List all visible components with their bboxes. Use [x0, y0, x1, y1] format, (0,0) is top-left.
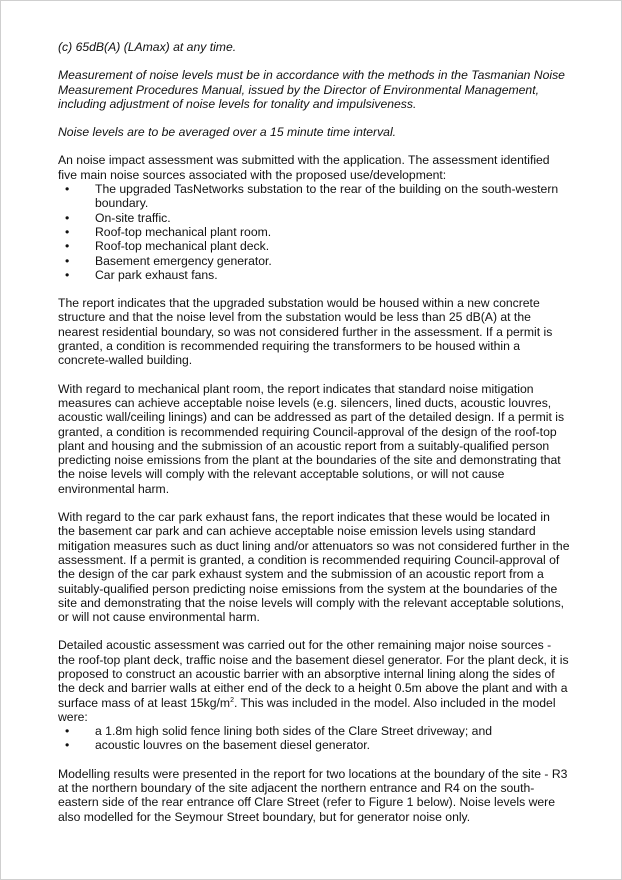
- list-item: • Car park exhaust fans.: [58, 268, 570, 282]
- exhaust-fans-paragraph: With regard to the car park exhaust fans, the report indicates that these would be located in the basement car park and can achieve acceptable noise emission levels using standard mitigation measures such as duct lining and/or attenuators so was not considered further in the assessment. If a permit is granted, a condition is recommended requiring Council-approval of the design of the car park exhaust system and the submission of an acoustic report from a suitably-qualified person predicting noise emissions from the system at the boundaries of the site and demonstrating that the noise levels will comply with the relevant acceptable solutions, or will not cause environmental harm.: [58, 510, 570, 625]
- plant-room-paragraph: With regard to mechanical plant room, the report indicates that standard noise mitigation measures can achieve acceptable noise levels (e.g. silencers, lined ducts, acoustic louvres, acoustic wall/ceiling linings) and can be addressed as part of the detailed design. If a permit is granted, a condition is recommended requiring Council-approval of the design of the roof-top plant and housing and the submission of an acoustic report from a suitably-qualified person predicting noise emissions from the plant at the boundaries of the site and demonstrating that the noise levels will comply with the relevant acceptable solutions, or will not cause environmental harm.: [58, 381, 565, 496]
- superscript-squared: 2: [230, 696, 234, 704]
- criteria-c-text: (c) 65dB(A) (LAmax) at any time.: [58, 40, 237, 54]
- list-item: • Roof-top mechanical plant room.: [58, 225, 570, 239]
- substation-paragraph: The report indicates that the upgraded substation would be housed within a new concrete structure and that the noise level from the substation would be less than 25 dB(A) at the nearest residential boundary, so was not considered further in the assessment. If a permit is granted, a condition is recommended requiring the transformers to be housed within a concrete-walled building.: [58, 296, 553, 368]
- model-items-list: [58, 724, 570, 753]
- detailed-text-part-1: Detailed acoustic assessment was carried out for the other remaining major noise sources - the roof-top plant deck, traffic noise and the basement diesel generator. For the plant deck, it is proposed to construct an acoustic barrier with an absorptive internal lining along the sides of the deck and barrier walls at either end of the deck to a height 0.5m above the plant and with a surface mass of at least 15kg/m: [58, 638, 569, 710]
- detailed-assessment-paragraph: [58, 638, 570, 724]
- list-item: • The upgraded TasNetworks substation to the rear of the building on the south-western boundary.: [58, 182, 570, 211]
- document-body: [58, 40, 570, 824]
- assessment-intro-paragraph: An noise impact assessment was submitted with the application. The assessment identified five main noise sources associated with the proposed use/development:: [58, 153, 550, 182]
- list-item: • a 1.8m high solid fence lining both sides of the Clare Street driveway; and: [58, 724, 570, 738]
- averaging-paragraph: Noise levels are to be averaged over a 15 minute time interval.: [58, 125, 397, 140]
- noise-sources-list: [58, 182, 570, 282]
- detailed-text-part-2: . This was included in the model. Also included in the model were:: [58, 695, 556, 724]
- measurement-paragraph: Measurement of noise levels must be in accordance with the methods in the Tasmanian Noise Measurement Procedures Manual, issued by the Director of Environmental Management, including adjustment of noise levels for tonality and impulsiveness.: [58, 68, 565, 111]
- list-item: • Roof-top mechanical plant deck.: [58, 239, 570, 253]
- modelling-results-paragraph: Modelling results were presented in the report for two locations at the boundary of the site - R3 at the northern boundary of the site adjacent the northern entrance and R4 on the south-eastern side of the rear entrance off Clare Street (refer to Figure 1 below). Noise levels were also modelled for the Seymour Street boundary, but for generator noise only.: [58, 766, 568, 824]
- list-item: • acoustic louvres on the basement diesel generator.: [58, 738, 570, 752]
- list-item: • On-site traffic.: [58, 211, 570, 225]
- list-item: • Basement emergency generator.: [58, 254, 570, 268]
